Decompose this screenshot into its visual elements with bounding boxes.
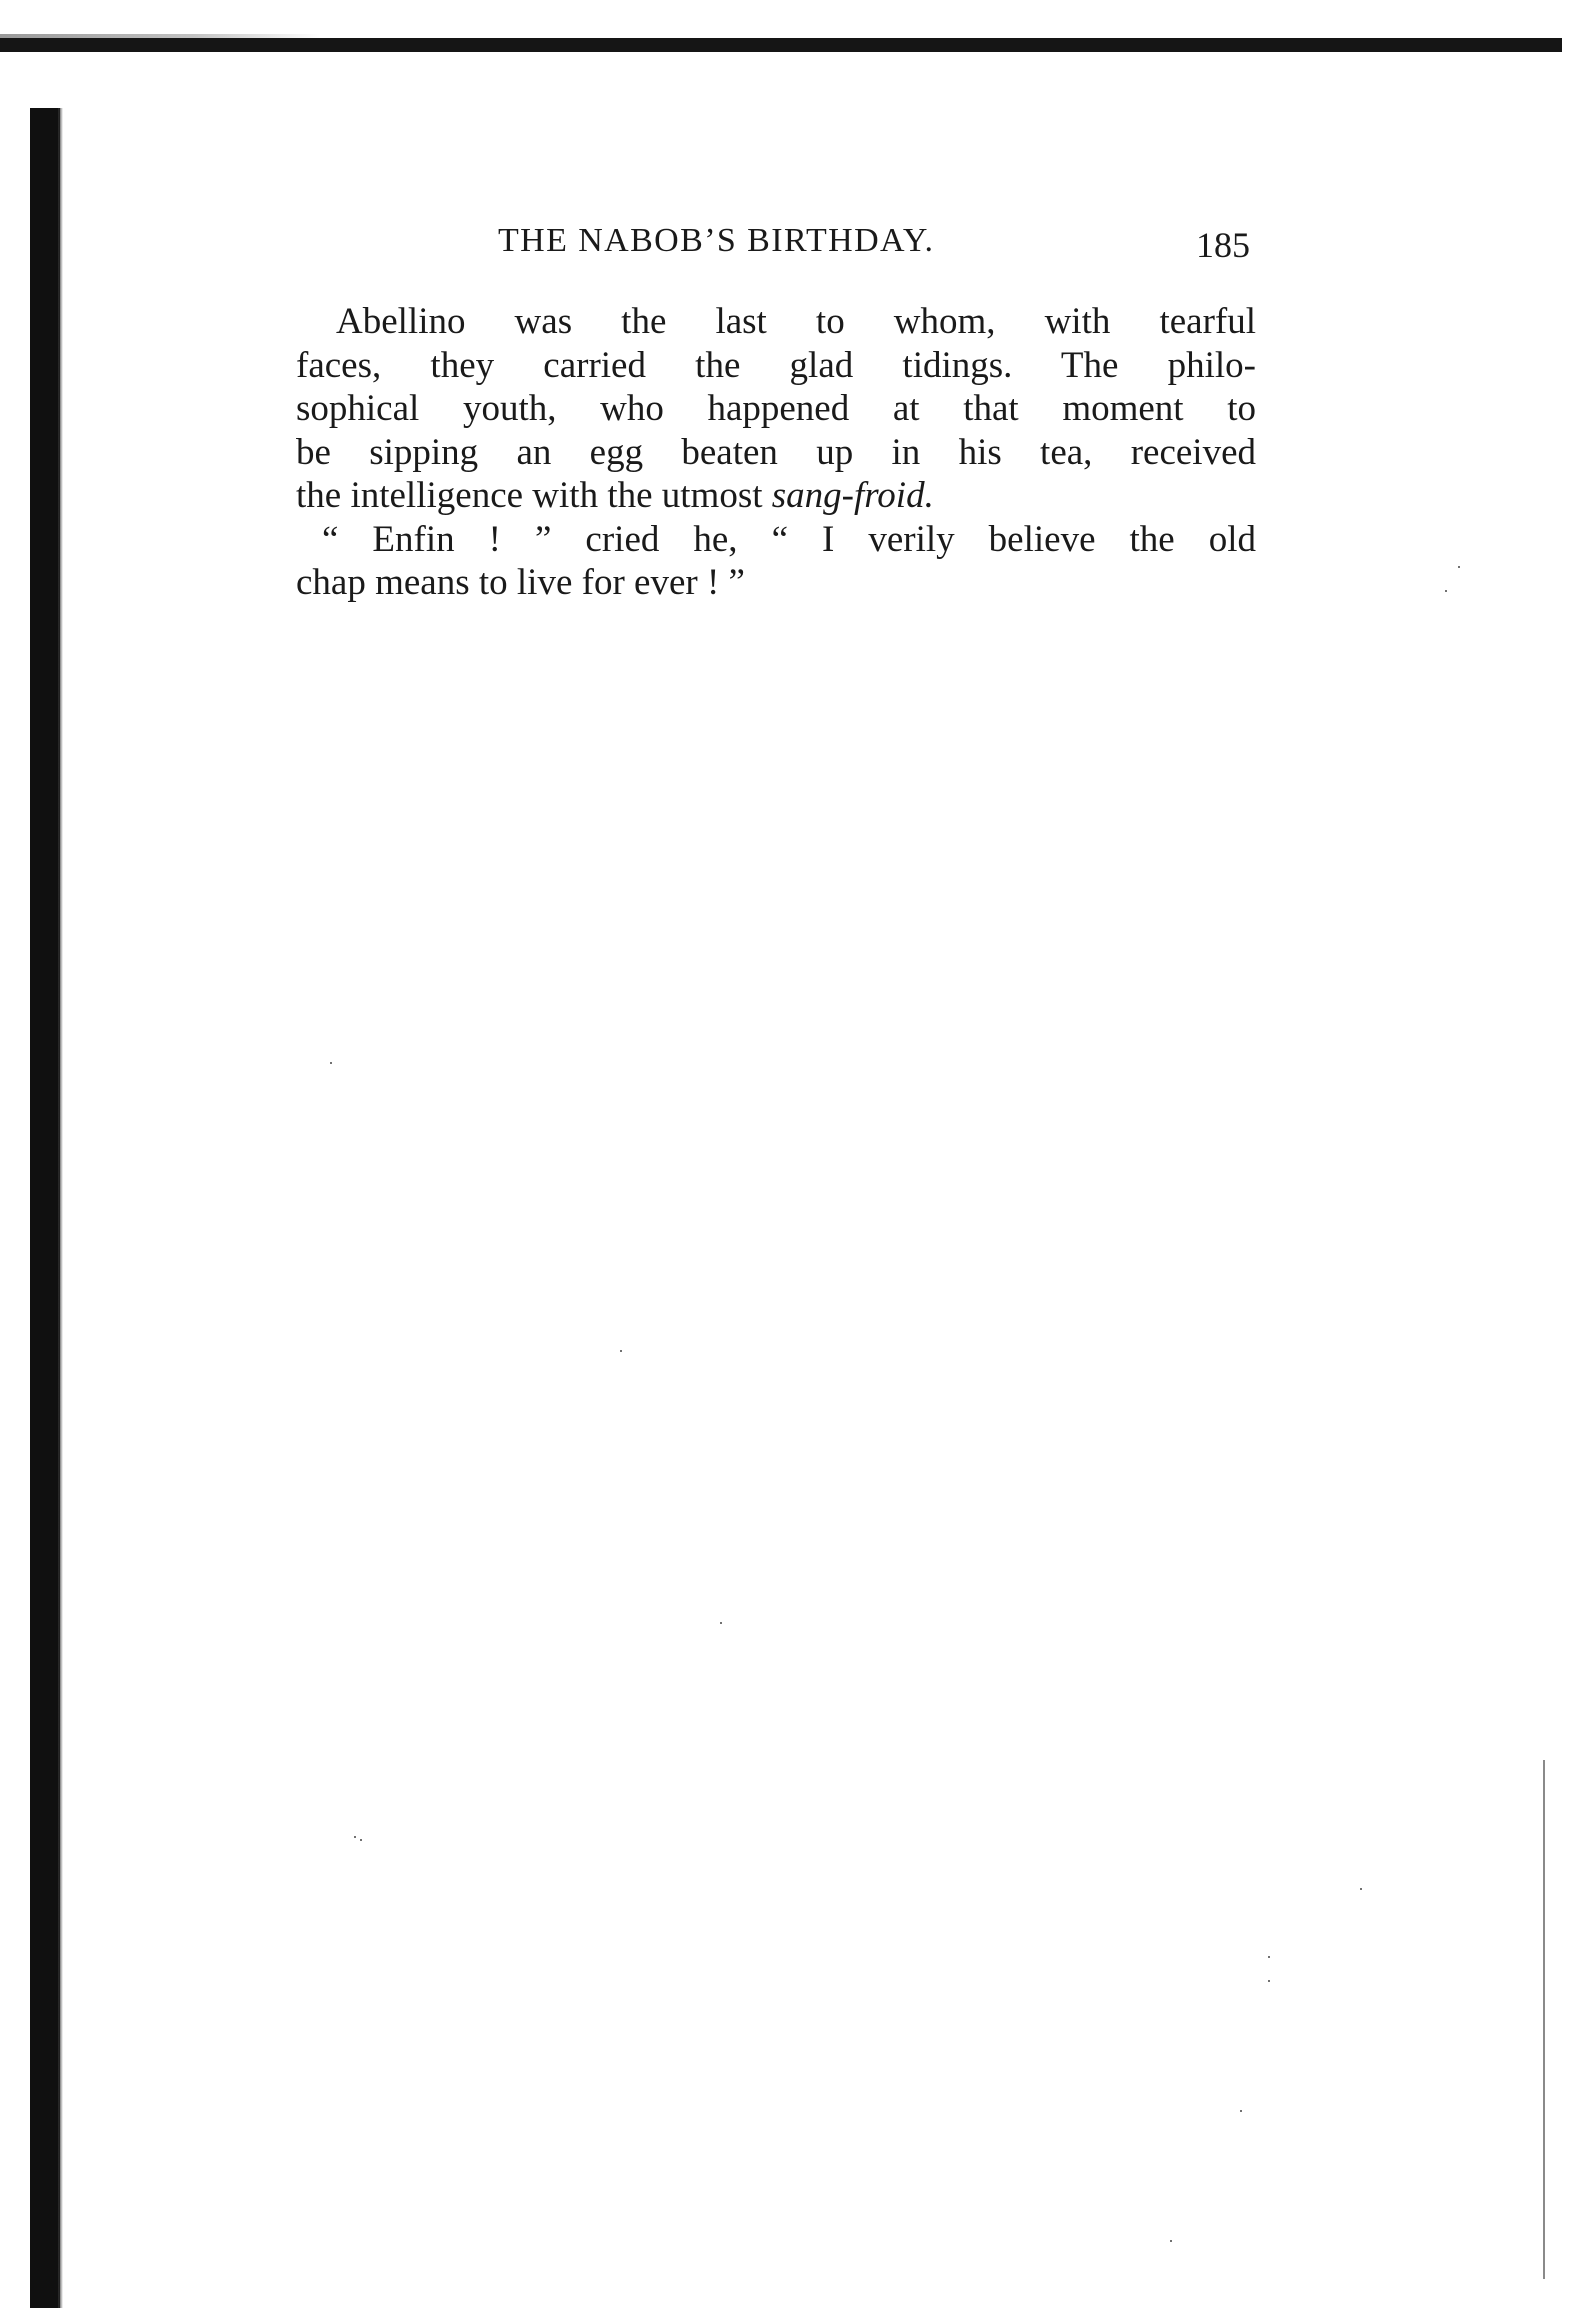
- body-text: [296, 300, 1256, 605]
- text-line: “ Enfin ! ” cried he, “ I verily believe the old: [322, 518, 1256, 560]
- scan-speck: [1268, 1956, 1270, 1958]
- paragraph-abellino: [296, 300, 1256, 518]
- scan-speck: [620, 1350, 622, 1352]
- text-line: [296, 474, 1256, 518]
- text-line-segment: the intelligence with the utmost: [296, 475, 772, 516]
- right-page-edge: [1543, 1760, 1545, 2279]
- scan-speck: [1268, 1980, 1270, 1982]
- scan-speck: [720, 1622, 722, 1624]
- text-line: be sipping an egg beaten up in his tea, received: [296, 431, 1256, 473]
- text-line: chap means to live for ever ! ”: [296, 562, 745, 603]
- scan-speck: [1445, 590, 1447, 592]
- italic-phrase: sang-froid.: [771, 475, 934, 516]
- scan-speck: [1240, 2110, 1242, 2112]
- scan-speck: [1360, 1888, 1362, 1890]
- binding-edge-shadow: [30, 108, 60, 2308]
- binding-edge-gradient: [58, 108, 63, 2308]
- scan-speck: [354, 1836, 356, 1838]
- page-number: 185: [1196, 225, 1250, 265]
- scan-speck: [360, 1839, 362, 1841]
- text-line: faces, they carried the glad tidings. The philo-: [296, 344, 1256, 386]
- scan-speck: [1170, 2240, 1172, 2242]
- paragraph-enfin: [296, 518, 1256, 605]
- text-line: Abellino was the last to whom, with tearful: [336, 301, 1256, 342]
- top-scan-border: [0, 38, 1562, 52]
- scan-speck: [1458, 566, 1460, 568]
- scan-speck: [330, 1062, 332, 1064]
- text-line: sophical youth, who happened at that moment to: [296, 388, 1256, 429]
- page-header: [498, 222, 1260, 272]
- running-title: THE NABOB’S BIRTHDAY.: [498, 222, 935, 259]
